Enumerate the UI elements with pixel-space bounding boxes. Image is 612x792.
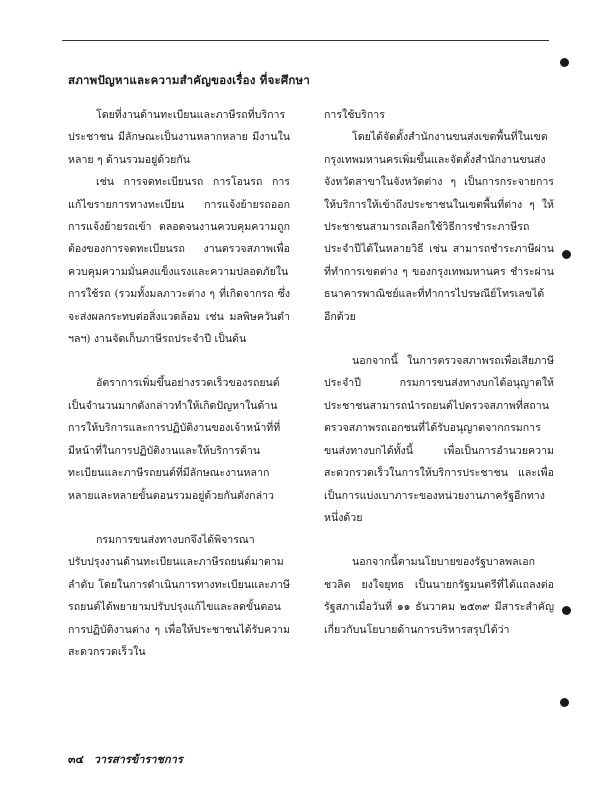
- binder-hole-middle: [562, 250, 571, 259]
- top-rule: [62, 40, 549, 41]
- journal-name: วารสารข้าราชการ: [93, 753, 183, 766]
- right-column: [324, 104, 554, 641]
- right-paragraph-4: นอกจากนี้ตามนโยบายของรัฐบาลพลเอกชวลิต ยงใจยุทธ เป็นนายกรัฐมนตรีที่ได้แถลงต่อรัฐสภาเมื่อวันที่ ๑๑ ธันวาคม ๒๕๓๙ มีสาระสำคัญเกี่ยวกับนโยบายด้านการบริหารสรุปได้ว่า: [324, 556, 554, 636]
- page-footer: [68, 750, 183, 768]
- binder-hole-top: [560, 58, 569, 67]
- right-paragraph-1: การใช้บริการ: [324, 109, 385, 121]
- left-column: [68, 104, 290, 663]
- section-heading: สภาพปัญหาและความสำคัญของเรื่อง ที่จะศึกษา: [68, 73, 310, 87]
- binder-hole-lower: [562, 606, 571, 615]
- left-paragraph-3: อัตราการเพิ่มขึ้นอย่างรวดเร็วของรถยนต์เป็นจำนวนมากดังกล่าวทำให้เกิดปัญหาในด้านการให้บริการและการปฏิบัติงานของเจ้าหน้าที่ที่มีหน้าที่ในการปฏิบัติงานและให้บริการด้านทะเบียนและภาษีรถยนต์ที่มีลักษณะงานหลากหลายและหลายขั้นตอนรวมอยู่ด้วยกันดังกล่าว: [68, 377, 281, 502]
- right-paragraph-2: โดยได้จัดตั้งสำนักงานขนส่งเขตพื้นที่ในเขตกรุงเทพมหานครเพิ่มขึ้นและจัดตั้งสำนักงานขนส่งจังหวัดสาขาในจังหวัดต่าง ๆ เป็นการกระจายการให้บริการให้เข้าถึงประชาชนในเขตพื้นที่ต่าง ๆ ให้ประชาชนสามารถเลือกใช้วิธีการชำระภาษีรถประจำปีได้ในหลายวิธี เช่น สามารถชำระภาษีผ่านที่ทำการเขตต่าง ๆ ของกรุงเทพมหานคร ชำระผ่านธนาคารพาณิชย์และที่ทำการไปรษณีย์โทรเลขได้อีกด้วย: [324, 131, 554, 323]
- right-paragraph-3: นอกจากนี้ ในการตรวจสภาพรถเพื่อเสียภาษีประจำปี กรมการขนส่งทางบกได้อนุญาตให้ประชาชนสามารถนำรถยนต์ไปตรวจสภาพที่สถานตรวจสภาพรถเอกชนที่ได้รับอนุญาตจากกรมการขนส่งทางบกได้ทั้งนี้ เพื่อเป็นการอำนวยความสะดวกรวดเร็วในการให้บริการประชาชน และเพื่อเป็นการแบ่งเบาภาระของหน่วยงานภาครัฐอีกทางหนึ่งด้วย: [324, 355, 554, 524]
- left-paragraph-2: เช่น การจดทะเบียนรถ การโอนรถ การแก้ไขรายการทางทะเบียน การแจ้งย้ายรถออก การแจ้งย้ายรถเข้า ตลอดจนงานควบคุมความถูกต้องของการจดทะเบียนรถ งานตรวจสภาพเพื่อควบคุมความมั่นคงแข็งแรงและความปลอดภัยในการใช้รถ (รวมทั้งมลภาวะต่าง ๆ ที่เกิดจากรถ ซึ่งจะส่งผลกระทบต่อสิ่งแวดล้อม เช่น มลพิษควันดำฯลฯ) งานจัดเก็บภาษีรถประจำปี เป็นต้น: [68, 176, 290, 346]
- left-paragraph-4: กรมการขนส่งทางบกจึงได้พิจารณาปรับปรุงงานด้านทะเบียนและภาษีรถยนต์มาตามลำดับ โดยในการดำเนินการทางทะเบียนและภาษีรถยนต์ได้พยายามปรับปรุงแก้ไขและลดขั้นตอนการปฏิบัติงานต่าง ๆ เพื่อให้ประชาชนได้รับความสะดวกรวดเร็วใน: [68, 533, 290, 658]
- left-paragraph-1: โดยที่งานด้านทะเบียนและภาษีรถที่บริการประชาชน มีลักษณะเป็นงานหลากหลาย มีงานในหลาย ๆ ด้านรวมอยู่ด้วยกัน: [68, 109, 290, 166]
- page-number: ๓๔: [68, 753, 84, 766]
- binder-hole-bottom: [560, 698, 569, 707]
